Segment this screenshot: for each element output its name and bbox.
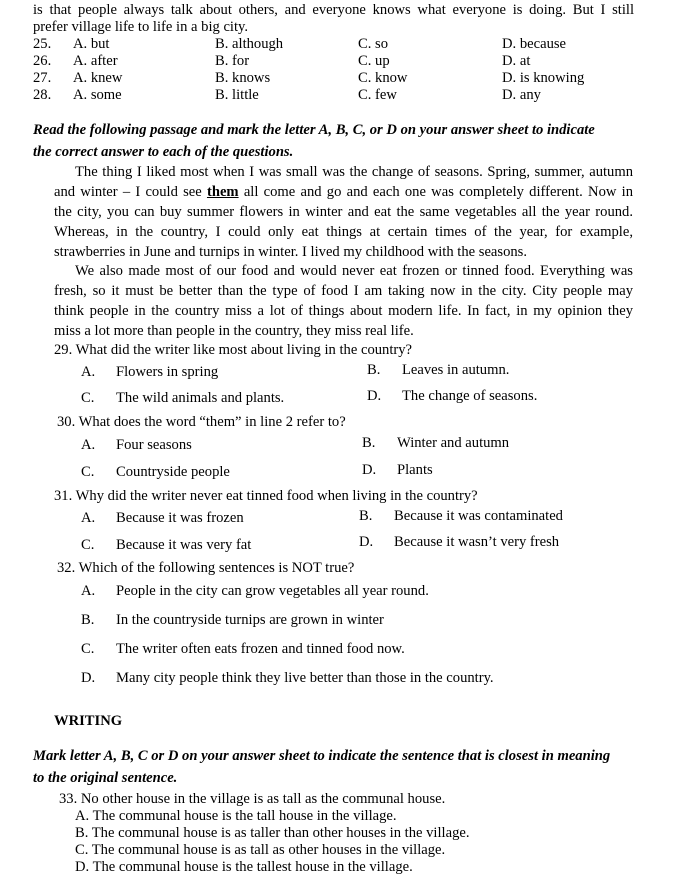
passage-line: The thing I liked most when I was small was the change of seasons. Spring, summer, autumn [75,164,633,180]
writing-instruction-line-2: to the original sentence. [33,770,178,786]
option-a[interactable]: A. but [73,36,110,52]
option-letter: A. [81,437,96,453]
passage-text: all come and go and each one was completely different. Now in [238,184,633,200]
option-b[interactable]: Leaves in autumn. [402,362,510,378]
question-number: 28. [33,87,52,103]
question-stem: 30. What does the word “them” in line 2 refer to? [57,414,346,430]
passage-line: strawberries in June and turnips in winter. I lived my childhood with the seasons. [54,244,527,260]
option-letter: B. [81,612,95,628]
option-d[interactable]: D. any [502,87,541,103]
option-c[interactable]: C. know [358,70,408,86]
question-stem: 33. No other house in the village is as tall as the communal house. [59,791,446,807]
option-letter: B. [367,362,381,378]
option-c[interactable]: The writer often eats frozen and tinned food now. [116,641,405,657]
option-d[interactable]: Because it wasn’t very fresh [394,534,560,550]
option-letter: B. [362,435,376,451]
option-b[interactable]: Winter and autumn [397,435,510,451]
option-letter: D. [367,388,382,404]
option-c[interactable]: The wild animals and plants. [116,390,285,406]
option-b[interactable]: B. knows [215,70,271,86]
option-a[interactable]: A. knew [73,70,123,86]
passage-line-with-keyword [54,184,633,201]
option-b[interactable]: B. although [215,36,284,52]
option-d[interactable]: D. at [502,53,531,69]
option-b[interactable]: B. for [215,53,250,69]
question-number: 25. [33,36,52,52]
keyword-them: them [206,184,239,200]
option-a[interactable]: Four seasons [116,437,192,453]
option-d[interactable]: D. is knowing [502,70,585,86]
question-stem: 31. Why did the writer never eat tinned food when living in the country? [54,488,478,504]
option-letter: A. [81,510,96,526]
reading-instruction-line-2: the correct answer to each of the questions. [33,144,294,160]
option-b[interactable]: Because it was contaminated [394,508,563,524]
option-c[interactable]: C. few [358,87,397,103]
option-b[interactable]: B. little [215,87,259,103]
option-letter: D. [362,462,377,478]
passage-line: Whereas, in the country, I could only eat things at certain times of the year, for example, [54,224,633,240]
option-letter: D. [81,670,96,686]
option-d[interactable]: The change of seasons. [402,388,538,404]
intro-line-1: is that people always talk about others, and everyone knows what everyone is doing. But I still [33,2,634,18]
option-a[interactable]: A. some [73,87,122,103]
passage-line: fresh, so it must be better than the type of food I am taking now in the city. City people may [54,283,633,299]
question-number: 27. [33,70,52,86]
passage-line: miss a lot more than people in the country, they miss real life. [54,323,414,339]
question-number: 26. [33,53,52,69]
option-c[interactable]: C. The communal house is as tall as other houses in the village. [75,842,446,858]
writing-instruction-line-1: Mark letter A, B, C or D on your answer sheet to indicate the sentence that is closest in meaning [33,748,611,764]
intro-line-2: prefer village life to life in a big city. [33,19,249,35]
option-d[interactable]: Plants [397,462,433,478]
option-letter: A. [81,364,96,380]
passage-line: think people in the country miss a lot of things about modern life. In fact, in my opinion they [54,303,633,319]
option-letter: C. [81,390,95,406]
passage-line: We also made most of our food and would never eat frozen or tinned food. Everything was [75,263,633,279]
option-a[interactable]: A. after [73,53,118,69]
passage-line: the city, you can buy summer flowers in winter and eat the same vegetables all the year round. [54,204,633,220]
question-stem: 29. What did the writer like most about living in the country? [54,342,413,358]
option-a[interactable]: Because it was frozen [116,510,244,526]
option-a[interactable]: Flowers in spring [116,364,219,380]
option-d[interactable]: D. because [502,36,567,52]
passage-text: and winter – I could see [54,184,207,200]
option-a[interactable]: People in the city can grow vegetables all year round. [116,583,429,599]
option-letter: C. [81,537,95,553]
option-d[interactable]: D. The communal house is the tallest house in the village. [75,859,413,875]
option-letter: C. [81,641,95,657]
option-d[interactable]: Many city people think they live better than those in the country. [116,670,494,686]
option-c[interactable]: C. up [358,53,390,69]
option-a[interactable]: A. The communal house is the tall house in the village. [75,808,397,824]
option-letter: A. [81,583,96,599]
option-b[interactable]: In the countryside turnips are grown in winter [116,612,384,628]
option-letter: C. [81,464,95,480]
question-stem: 32. Which of the following sentences is NOT true? [57,560,355,576]
option-c[interactable]: Countryside people [116,464,230,480]
option-c[interactable]: Because it was very fat [116,537,252,553]
option-letter: D. [359,534,374,550]
option-b[interactable]: B. The communal house is as taller than other houses in the village. [75,825,470,841]
option-c[interactable]: C. so [358,36,389,52]
section-heading-writing: WRITING [54,713,123,729]
option-letter: B. [359,508,373,524]
reading-instruction-line-1: Read the following passage and mark the letter A, B, C, or D on your answer sheet to indicate [33,122,595,138]
